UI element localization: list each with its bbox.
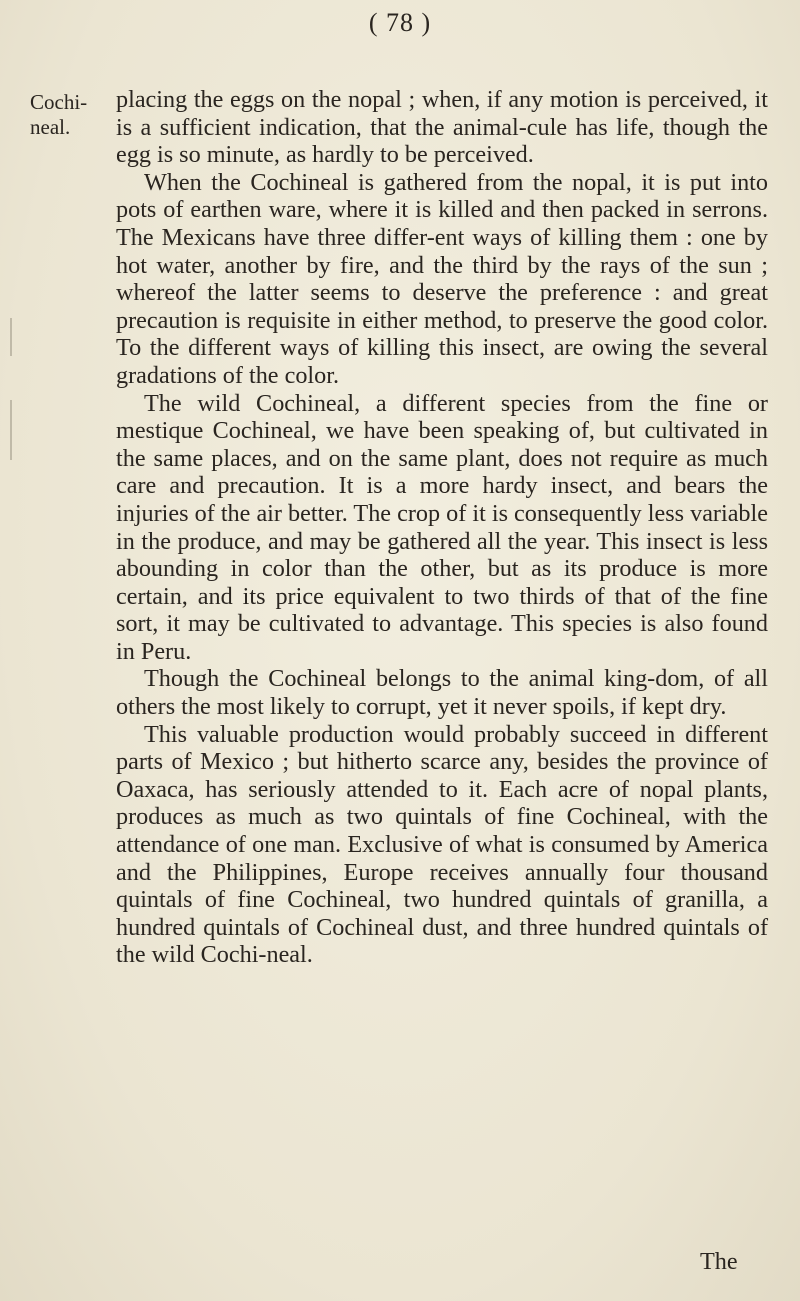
paragraph: This valuable production would probably succeed in different parts of Mexico ; but hitherto scarce any, besides the province of Oaxaca, has seriously attended to it. Each acre of nopal plants, produces as much as two quintals of fine Cochineal, with the attendance of one man. Exclusive of what is consumed by America and the Philippines, Europe receives annually four thousand quintals of fine Cochineal, two hundred quintals of granilla, a hundred quintals of Cochineal dust, and three hundred quintals of the wild Cochi-neal.: [116, 720, 768, 969]
paragraph: The wild Cochineal, a different species from the fine or mestique Cochineal, we have been speaking of, but cultivated in the same places, and on the same plant, does not require as much care and precaution. It is a more hardy insect, and bears the injuries of the air better. The crop of it is consequently less variable in the produce, and may be gathered all the year. This insect is less abounding in color than the other, but as its produce is more certain, and its price equivalent to two thirds of that of the fine sort, it may be cultivated to advantage. This species is also found in Peru.: [116, 389, 768, 665]
page-edge-mark: [10, 318, 12, 356]
paragraph: When the Cochineal is gathered from the nopal, it is put into pots of earthen ware, where it is killed and then packed in serrons. The Mexicans have three differ-ent ways of killing them : one by hot water, another by fire, and the third by the rays of the sun ; whereof the latter seems to deserve the preference : and great precaution is requisite in either method, to preserve the good color. To the different ways of killing this insect, are owing the several gradations of the color.: [116, 168, 768, 389]
margin-note-line: Cochi-: [30, 90, 88, 114]
page-edge-mark: [10, 400, 12, 460]
body-text: [116, 86, 768, 969]
paragraph: Though the Cochineal belongs to the animal king-dom, of all others the most likely to corrupt, yet it never spoils, if kept dry.: [116, 665, 768, 721]
margin-note-line: neal.: [30, 115, 71, 139]
margin-note: [30, 90, 87, 140]
catchword: The: [700, 1248, 738, 1275]
page-number: ( 78 ): [368, 8, 432, 37]
paragraph: placing the eggs on the nopal ; when, if any motion is perceived, it is a sufficient indication, that the animal-cule has life, though the egg is so minute, as hardly to be perceived.: [116, 86, 768, 169]
